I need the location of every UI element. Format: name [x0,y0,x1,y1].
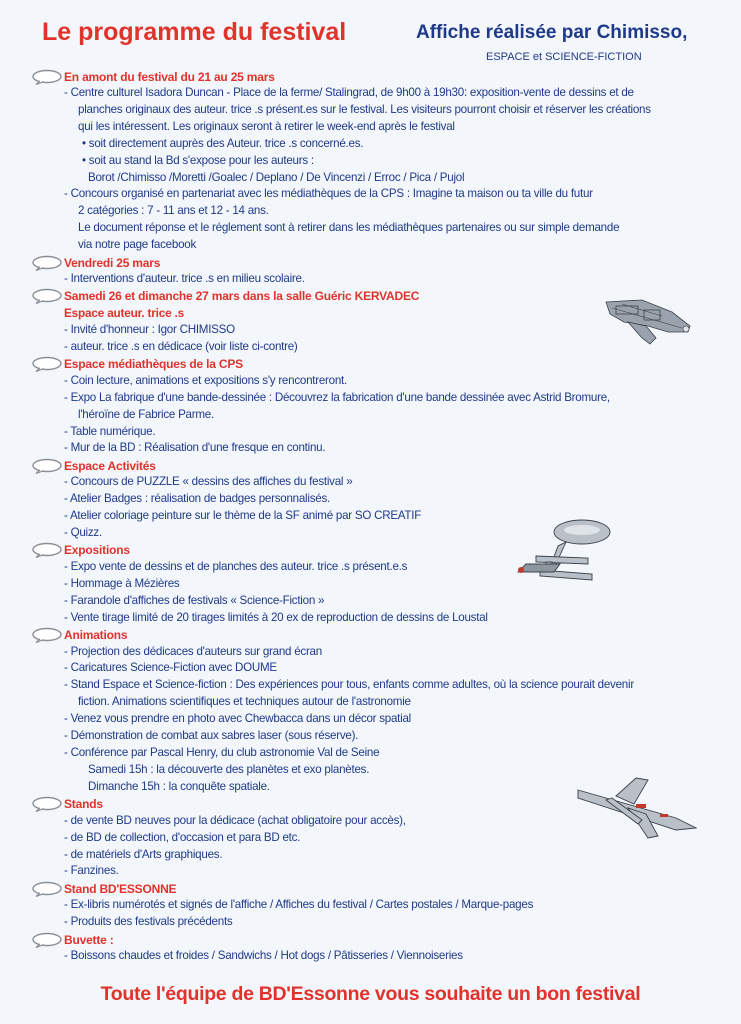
program-line: - de matériels d'Arts graphiques. [64,847,223,861]
program-line: - Expo La fabrique d'une bande-dessinée : Découvrez la fabrication d'une bande dessinée avec Astrid Bromure, [64,390,610,404]
section-title: Expositions [64,543,130,558]
program-line: - Table numérique. [64,424,156,438]
program-line: - Démonstration de combat aux sabres laser (sous réserve). [64,729,359,743]
speech-bubble-icon [30,542,64,558]
program-line: - Centre culturel Isadora Duncan - Place de la ferme/ Stalingrad, de 9h00 à 19h30: exposition-vente de dessins et de [64,86,634,99]
program-line: - Atelier coloriage peinture sur le thème de la SF animé par SO CREATIF [64,509,422,523]
program-section [30,880,716,931]
speech-bubble-icon [30,627,64,643]
program-section [30,627,716,796]
program-section [30,68,716,254]
program-line: planches originaux des auteur. trice .s présent.es sur le festival. Les visiteurs pourront choisir et réserver les créations [78,102,651,116]
section-header [30,542,716,559]
program-line: - de vente BD neuves pour la dédicace (achat obligatoire pour accès), [64,813,406,827]
program-line: • soit au stand la Bd s'expose pour les auteurs : [82,153,314,167]
program-line: - Fanzines. [64,864,119,878]
program-section [30,542,716,627]
program-line: fiction. Animations scientifiques et techniques autour de l'astronomie [78,695,411,709]
program-line: - Projection des dédicaces d'auteurs sur grand écran [64,644,322,658]
section-title: Samedi 26 et dimanche 27 mars dans la salle Guéric KERVADEC [64,289,420,304]
program-line: - Caricatures Science-Fiction avec DOUME [64,661,277,675]
program-line: 2 catégories : 7 - 11 ans et 12 - 14 ans. [78,204,269,218]
program-line: - Coin lecture, animations et expositions s'y rencontreront. [64,373,347,387]
program-line: via notre page facebook [78,238,197,252]
section-title: Espace Activités [64,458,156,473]
program-line: - Ex-libris numérotés et signés de l'affiche / Affiches du festival / Cartes postales / Marque-pages [64,898,534,912]
program-line: - Venez vous prendre en photo avec Chewbacca dans un décor spatial [64,712,412,726]
section-header [30,627,716,644]
program-line: Dimanche 15h : la conquête spatiale. [88,779,270,793]
program-line: - Expo vente de dessins et de planches des auteur. trice .s présent.e.s [64,559,408,573]
program-line: - auteur. trice .s en dédicace (voir liste ci-contre) [64,339,298,353]
speech-bubble-icon [30,255,64,271]
program-line: - Atelier Badges : réalisation de badges personnalisés. [64,492,330,506]
program-line: - Conférence par Pascal Henry, du club astronomie Val de Seine [64,746,380,759]
program-line: - Boissons chaudes et froides / Sandwichs / Hot dogs / Pâtisseries / Viennoiseries [64,949,463,963]
program-line: - Farandole d'affiches de festivals « Science-Fiction » [64,593,325,607]
section-title: Stands [64,797,103,812]
program-line: qui les intéressent. Les originaux seront à retirer le week-end après le festival [78,119,455,133]
program-line: Borot /Chimisso /Moretti /Goalec / Deplano / De Vincenzi / Erroc / Pica / Pujol [88,170,465,184]
page-title: Le programme du festival [42,18,347,46]
speech-bubble-icon [30,288,64,304]
section-title: Espace médiathèques de la CPS [64,357,243,372]
section-title: Animations [64,628,128,643]
spaceship-illustration-2 [496,512,612,592]
speech-bubble-icon [30,881,64,897]
program-line: - de BD de collection, d'occasion et para BD etc. [64,830,301,844]
speech-bubble-icon [30,458,64,474]
program-line: - Vente tirage limité de 20 tirages limités à 20 ex de reproduction de dessins de Loustal [64,610,488,624]
section-title: Stand BD'ESSONNE [64,881,177,896]
program-line: - Concours de PUZZLE « dessins des affiches du festival » [64,475,353,489]
section-header [30,880,716,897]
footer-message: Toute l'équipe de BD'Essonne vous souhaite un bon festival [100,983,641,1005]
program-line: - Mur de la BD : Réalisation d'une fresque en continu. [64,441,326,455]
section-header [30,254,716,271]
program-line: - Quizz. [64,526,102,540]
section-header [30,68,716,85]
program-section [30,931,716,965]
section-subtitle: Espace auteur. trice .s [64,305,184,320]
speech-bubble-icon [30,796,64,812]
program-line: - Concours organisé en partenariat avec les médiathèques de la CPS : Imagine ta maison ou ta ville du futur [64,187,593,201]
program-line: Le document réponse et le réglement sont à retirer dans les médiathèques partenaires ou sur simple demande [78,221,620,235]
section-title: Buvette : [64,932,114,947]
section-title: Vendredi 25 mars [64,255,161,270]
spaceship-illustration-3 [576,774,702,844]
section-header [30,931,716,948]
program-line: l'héroïne de Fabrice Parme. [78,407,214,421]
program-line: Samedi 15h : la découverte des planètes et exo planètes. [88,762,370,776]
program-line: - Produits des festivals précédents [64,915,233,929]
section-header [30,457,716,474]
poster-credit-subtitle: ESPACE et SCIENCE-FICTION [486,51,642,63]
speech-bubble-icon [30,69,64,85]
program-section [30,254,716,288]
spaceship-illustration-1 [602,292,694,352]
speech-bubble-icon [30,932,64,948]
poster-credit: Affiche réalisée par Chimisso, [416,22,688,43]
program-section [30,356,716,458]
program-line: - Invité d'honneur : Igor CHIMISSO [64,322,235,336]
section-header [30,356,716,373]
program-line: - Hommage à Mézières [64,576,180,590]
program-line: - Interventions d'auteur. trice .s en milieu scolaire. [64,272,305,286]
program-section [30,457,716,542]
program-line: - Stand Espace et Science-fiction : Des expériences pour tous, enfants comme adultes, où la science pourait devenir [64,678,634,692]
speech-bubble-icon [30,356,64,372]
section-title: En amont du festival du 21 au 25 mars [64,69,275,84]
program-line: • soit directement auprès des Auteur. trice .s concerné.es. [82,136,364,150]
